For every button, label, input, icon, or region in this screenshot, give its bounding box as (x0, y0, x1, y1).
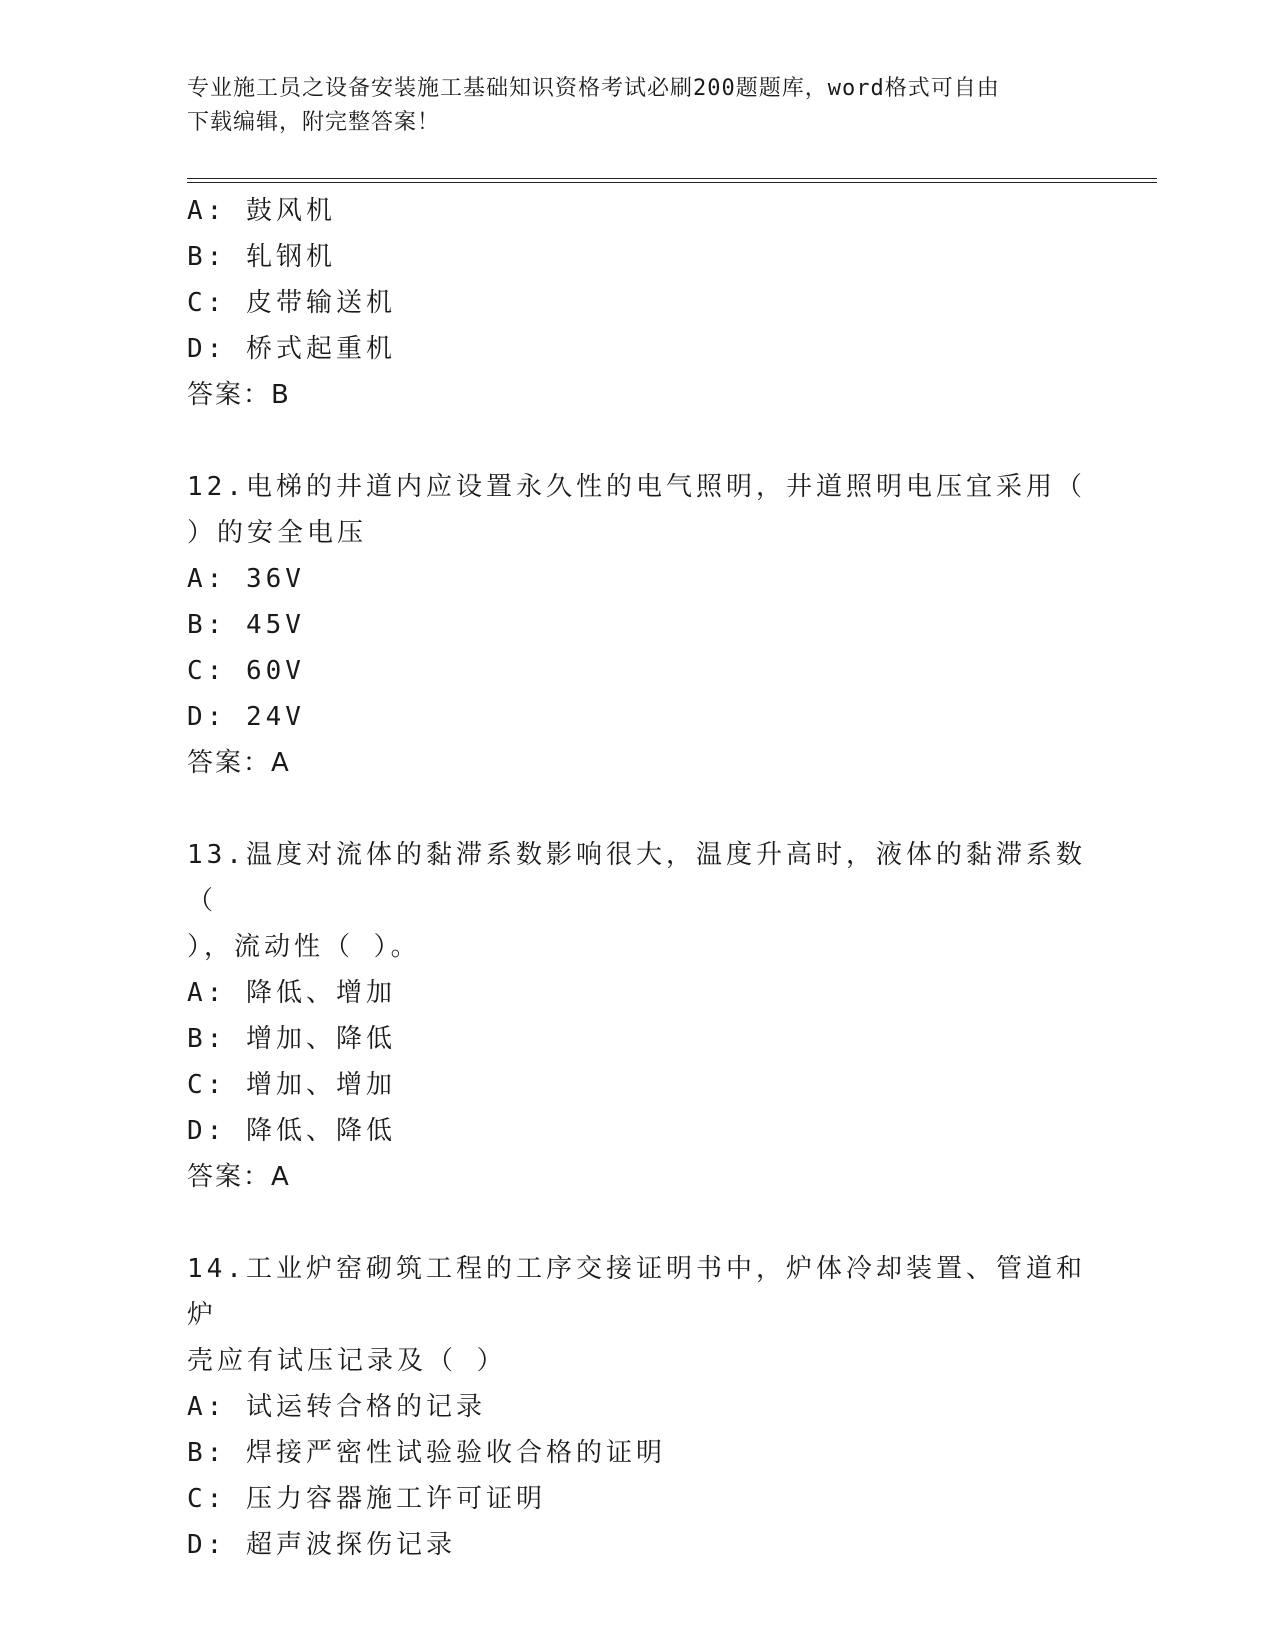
question-13 (187, 832, 1087, 1200)
question-stem-line-2: ）的安全电压 (187, 518, 368, 548)
option-d: D: 降低、降低 (187, 1116, 396, 1146)
question-stem-line-2: ），流动性（ ）。 (187, 932, 421, 962)
question-12 (187, 464, 1087, 786)
answer: 答案：A (187, 748, 291, 778)
question-stem-line-1: 14.工业炉窑砌筑工程的工序交接证明书中，炉体冷却装置、管道和炉 (187, 1254, 1086, 1330)
question-list (187, 188, 1087, 1568)
document-header (187, 72, 1087, 140)
option-c: C: 压力容器施工许可证明 (187, 1484, 546, 1514)
question-stem-line-1: 12.电梯的井道内应设置永久性的电气照明，井道照明电压宜采用（ (187, 472, 1086, 502)
option-a: A: 降低、增加 (187, 978, 396, 1008)
option-b: B: 增加、降低 (187, 1024, 396, 1054)
header-divider (187, 178, 1157, 183)
option-c: C: 皮带输送机 (187, 288, 396, 318)
option-d: D: 24V (187, 702, 305, 732)
option-d: D: 超声波探伤记录 (187, 1530, 456, 1560)
question-14 (187, 1246, 1087, 1568)
option-b: B: 45V (187, 610, 305, 640)
header-line-1: 专业施工员之设备安装施工基础知识资格考试必刷200题题库，word格式可自由 (187, 76, 1000, 101)
answer: 答案：B (187, 380, 291, 410)
option-c: C: 增加、增加 (187, 1070, 396, 1100)
answer: 答案：A (187, 1162, 291, 1192)
header-line-2: 下载编辑，附完整答案！ (187, 110, 441, 135)
option-c: C: 60V (187, 656, 305, 686)
question-stem-line-2: 壳应有试压记录及（ ） (187, 1346, 507, 1376)
option-b: B: 焊接严密性试验验收合格的证明 (187, 1438, 666, 1468)
option-a: A: 试运转合格的记录 (187, 1392, 486, 1422)
question-stem-line-1: 13.温度对流体的黏滞系数影响很大，温度升高时，液体的黏滞系数（ (187, 840, 1086, 916)
option-d: D: 桥式起重机 (187, 334, 396, 364)
option-b: B: 轧钢机 (187, 242, 336, 272)
question-11-tail (187, 188, 1087, 418)
option-a: A: 鼓风机 (187, 196, 336, 226)
option-a: A: 36V (187, 564, 305, 594)
